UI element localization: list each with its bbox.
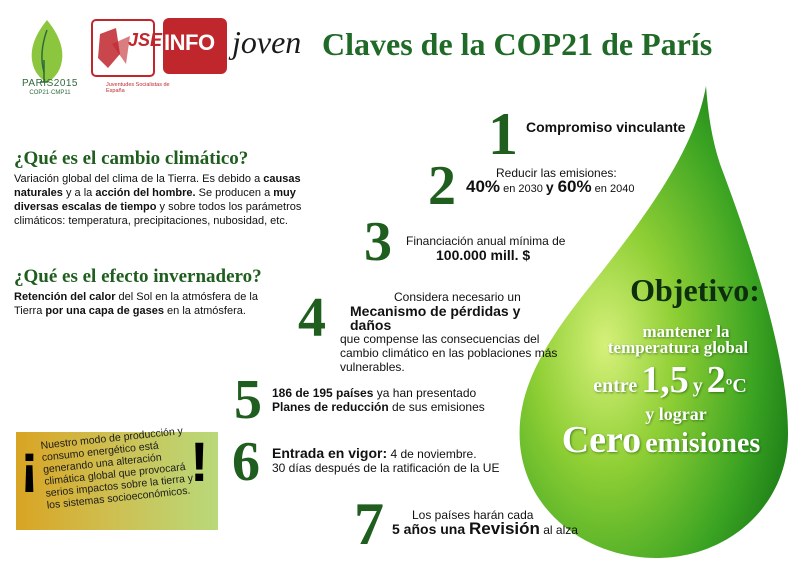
energy-note-text: Nuestro modo de producción y consumo energético está generando una alteración climática global que provocará serios impactos sobre la tierra y los sistemas socioeconómicos. [40, 425, 194, 512]
objective-temperature: entre 1,5 y 2ºC [593, 359, 747, 401]
cop21-cmp11-label: COP21·CMP11 [29, 90, 71, 96]
objective-heading: Objetivo: [630, 272, 760, 308]
question-climate-change-heading: ¿Qué es el cambio climático? [14, 148, 249, 169]
objective-line-2: temperatura global [607, 338, 749, 357]
item-6-text: Entrada en vigor: 4 de noviembre. 30 días después de la ratificación de la UE [272, 445, 500, 475]
item-4-number: 4 [298, 287, 326, 349]
item-1-number: 1 [488, 101, 518, 167]
item-6-number: 6 [232, 431, 260, 493]
note-open-exclamation: ¡ [20, 432, 39, 495]
question-greenhouse-body: Retención del calor del Sol en la atmósfera de la Tierra por una capa de gases en la atmósfera. [14, 291, 258, 317]
item-5-text: 186 de 195 países ya han presentado Planes de reducción de sus emisiones [272, 386, 485, 414]
info-logo-text: INFO [164, 30, 215, 55]
item-4-text: Considera necesario un Mecanismo de pérdidas y daños que compense las consecuencias del cambio climático en las poblaciones más vulnerables. [340, 290, 558, 374]
jse-tagline: Juventudes Socialistas de España [106, 82, 170, 95]
note-close-exclamation: ! [190, 430, 209, 493]
objective-zero-emissions: Cero emisiones [561, 419, 761, 461]
item-5-number: 5 [234, 369, 262, 431]
objective-line-4: y lograr [645, 404, 707, 424]
jse-logo-text: JSE [128, 30, 163, 50]
item-7-number: 7 [354, 491, 384, 557]
objective-line-1: mantener la [642, 322, 730, 341]
item-2-number: 2 [428, 155, 456, 217]
item-3-text: Financiación anual mínima de 100.000 mill. $ [406, 234, 566, 263]
item-2-text: Reducir las emisiones: 40% en 2030 y 60% en 2040 [466, 166, 635, 196]
item-7-text: Los países harán cada 5 años una Revisión al alza [392, 508, 578, 538]
joven-logo-text: joven [232, 24, 302, 60]
item-3-number: 3 [364, 211, 392, 273]
paris-2015-label: PARIS2015 [21, 78, 78, 89]
page-title: Claves de la COP21 de París [322, 26, 713, 62]
question-climate-change-body: Variación global del clima de la Tierra. Es debido a causas naturales y a la acción del hombre. Se producen a muy diversas escalas de tiempo y sobre todos los parámetros climáticos: temperatura, precipitaciones, nubosidad, etc. [14, 173, 302, 227]
item-1-text: Compromiso vinculante [526, 119, 686, 135]
question-greenhouse-heading: ¿Qué es el efecto invernadero? [14, 266, 262, 287]
